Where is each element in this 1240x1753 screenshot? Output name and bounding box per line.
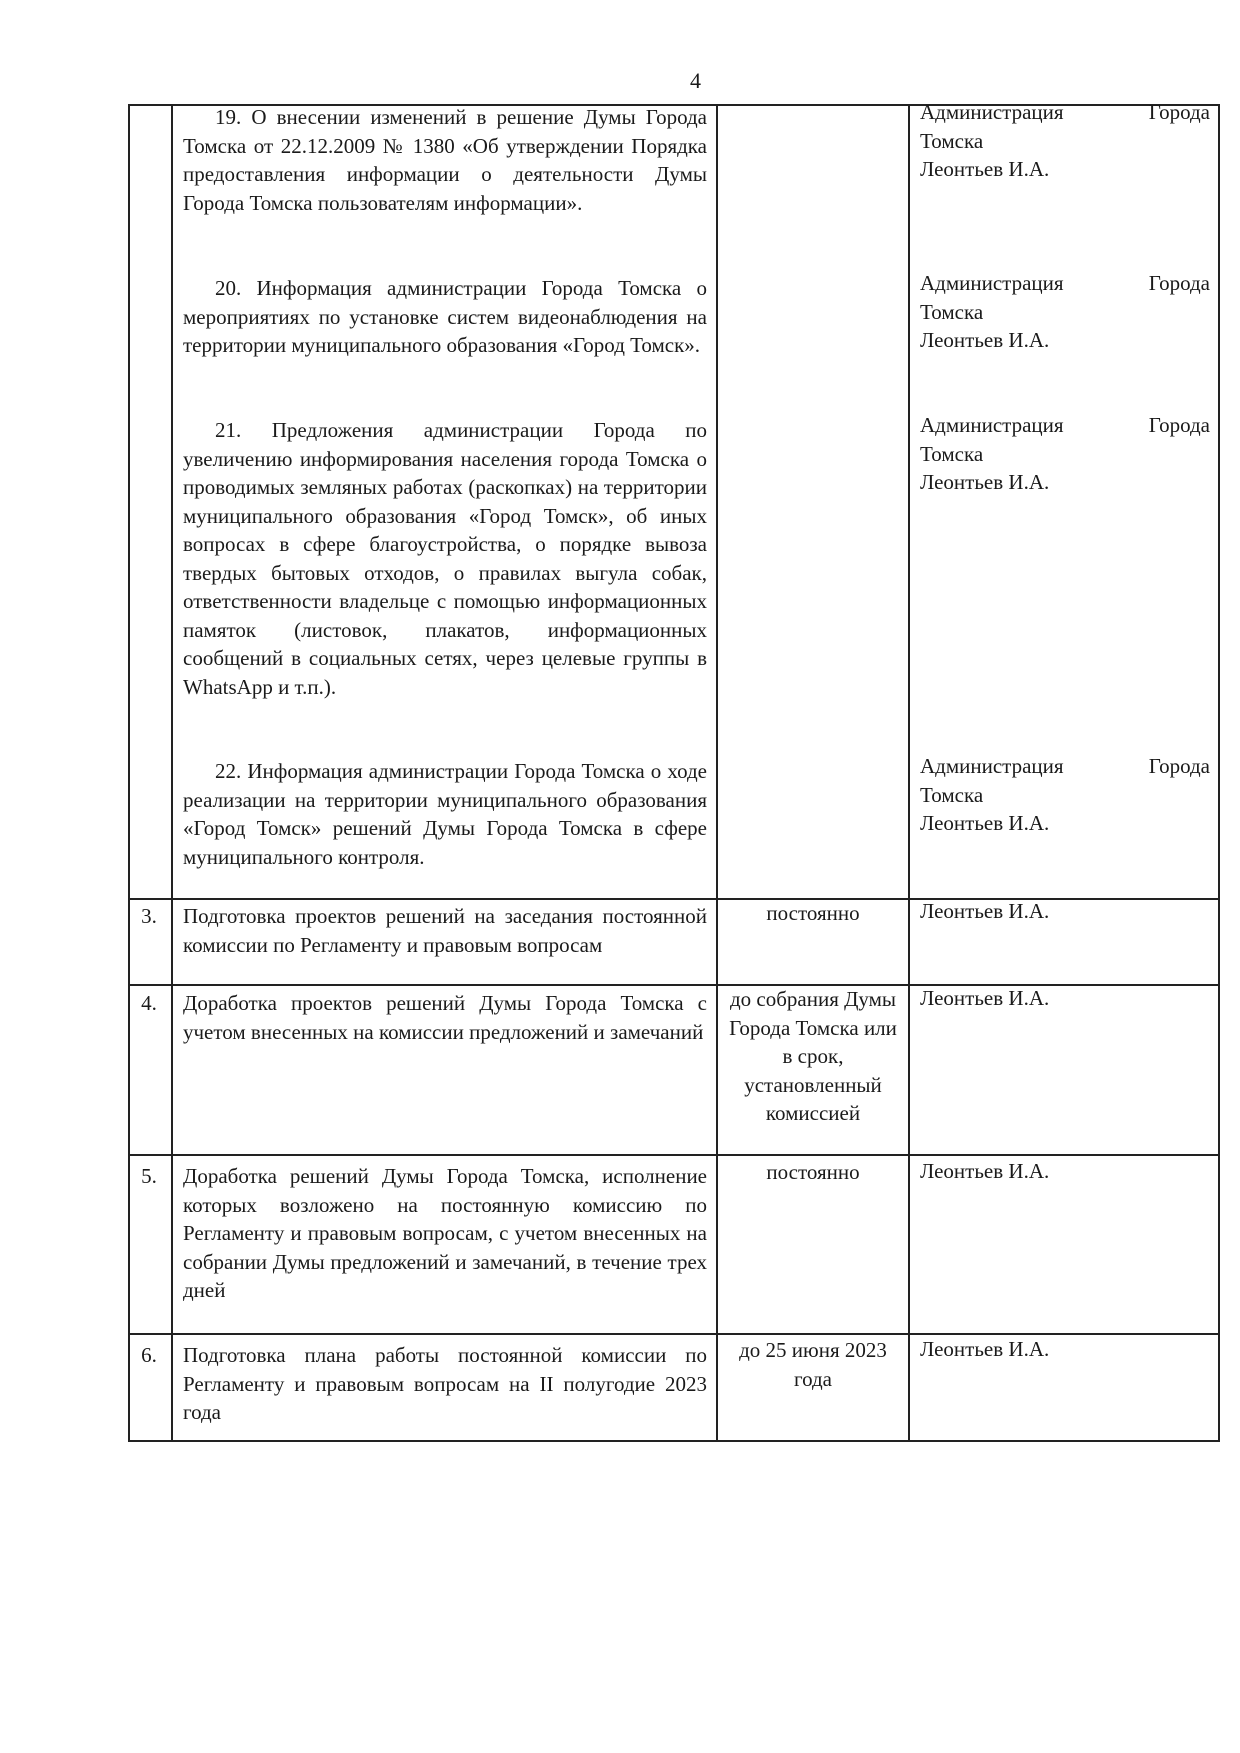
row-term: постоянно: [766, 1160, 860, 1184]
resp-org: Администрация: [920, 100, 1064, 124]
row-number: 4.: [141, 991, 157, 1015]
table-border-bottom: [128, 1440, 1220, 1442]
column-divider: [908, 104, 910, 1442]
resp-org: Томска: [920, 782, 984, 807]
subitem-20-responsible: [920, 269, 1210, 355]
row-text: Подготовка плана работы постоянной комиссии по Регламенту и правовым вопросам на II полугодие 2023 года: [183, 1343, 707, 1424]
row-text: Доработка решений Думы Города Томска, исполнение которых возложено на постоянную комиссию по Регламенту и правовым вопросам, с учетом внесенных на собрании Думы предложений и замечаний, в течение трех дней: [183, 1164, 707, 1302]
resp-person: Леонтьев И.А.: [920, 157, 1050, 181]
row-responsible: Леонтьев И.А.: [920, 1337, 1050, 1361]
page-number: 4: [690, 68, 701, 93]
row-text: Подготовка проектов решений на заседания постоянной комиссии по Регламенту и правовым вопросам: [183, 904, 707, 957]
row-text: Доработка проектов решений Думы Города Томска с учетом внесенных на комиссии предложений и замечаний: [183, 991, 707, 1044]
subitem-19-text: 19. О внесении изменений в решение Думы Города Томска от 22.12.2009 № 1380 «Об утверждении Порядка предоставления информации о деятельности Думы Города Томска пользователям информации».: [183, 105, 707, 215]
row-term: до 25 июня 2023 года: [739, 1338, 887, 1391]
resp-org: Администрация: [920, 271, 1064, 295]
table-border-right: [1218, 104, 1220, 1442]
subitem-20-text: 20. Информация администрации Города Томска о мероприятиях по установке систем видеонаблюдения на территории муниципального образования «Город Томск».: [183, 276, 707, 357]
subitem-19-responsible: [920, 98, 1210, 184]
resp-person: Леонтьев И.А.: [920, 328, 1050, 352]
resp-org: Томска: [920, 299, 984, 324]
resp-org: Томска: [920, 128, 984, 153]
row-divider: [128, 1154, 1220, 1156]
resp-org: Томска: [920, 441, 984, 466]
column-divider: [716, 104, 718, 1442]
resp-person: Леонтьев И.А.: [920, 470, 1050, 494]
subitem-21-text: 21. Предложения администрации Города по увеличению информирования населения города Томска о проводимых земляных работах (раскопках) на территории муниципального образования «Город Томск», об иных вопросах в сфере благоустройства, о порядке вывоза твердых бытовых отходов, о правилах выгула собак, ответственности владельце с помощью информационных памяток (листовок, плакатов, информационных сообщений в социальных сетях, через целевые группы в WhatsApp и т.п.).: [183, 418, 707, 699]
subitem-22-responsible: [920, 752, 1210, 838]
row-number: 3.: [141, 904, 157, 928]
row-responsible: Леонтьев И.А.: [920, 899, 1050, 923]
subitem-21-responsible: [920, 411, 1210, 497]
resp-org: Города: [1148, 100, 1210, 124]
row-number: 5.: [141, 1164, 157, 1188]
row-responsible: Леонтьев И.А.: [920, 1159, 1050, 1183]
resp-org: Администрация: [920, 413, 1064, 437]
row-responsible: Леонтьев И.А.: [920, 986, 1050, 1010]
row-term: постоянно: [766, 901, 860, 925]
subitem-22-text: 22. Информация администрации Города Томска о ходе реализации на территории муниципального образования «Город Томск» решений Думы Города Томска в сфере муниципального контроля.: [183, 759, 707, 869]
resp-person: Леонтьев И.А.: [920, 811, 1050, 835]
table-border-left: [128, 104, 130, 1442]
resp-org: Города: [1148, 271, 1210, 295]
row-number: 6.: [141, 1343, 157, 1367]
row-term: до собрания Думы Города Томска или в срок, установленный комиссией: [729, 987, 897, 1125]
resp-org: Города: [1148, 413, 1210, 437]
column-divider: [171, 104, 173, 1442]
resp-org: Администрация: [920, 754, 1064, 778]
resp-org: Города: [1148, 754, 1210, 778]
